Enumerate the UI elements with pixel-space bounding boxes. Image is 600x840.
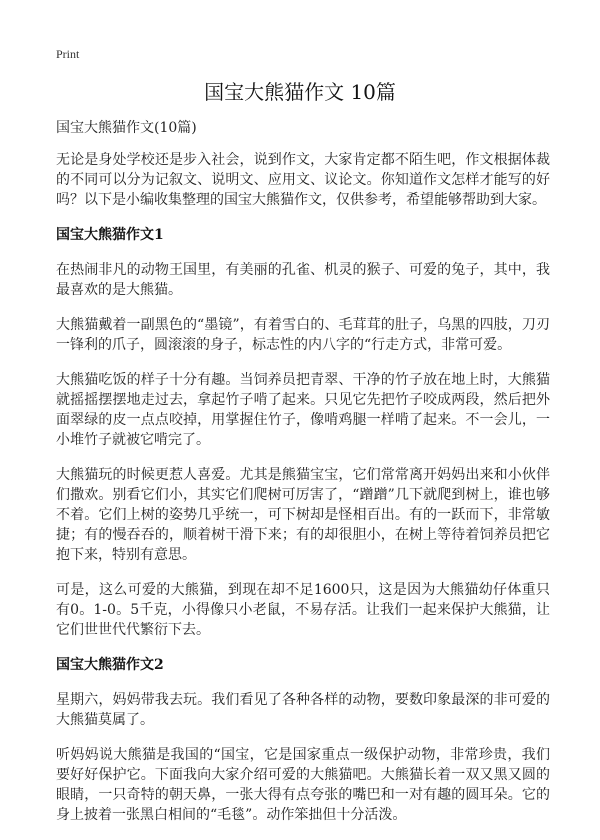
essay-section-1 (56, 225, 550, 640)
document-title: 国宝大熊猫作文 10篇 (204, 80, 396, 104)
section-heading: 国宝大熊猫作文2 (56, 657, 164, 673)
paragraph: 大熊猫吃饭的样子十分有趣。当饲养员把青翠、干净的竹子放在地上时，大熊猫就摇摇摆摆地走过去，拿起竹子啃了起来。只见它先把竹子咬成两段，然后把外面翠绿的皮一点点咬掉，用掌握住竹子，像啃鸡腿一样啃了起来。不一会儿，一小堆竹子就被它啃完了。 (56, 372, 550, 448)
paragraph: 大熊猫玩的时候更惹人喜爱。尤其是熊猫宝宝，它们常常离开妈妈出来和小伙伴们撒欢。别看它们小，其实它们爬树可厉害了，“蹭蹭”几下就爬到树上，谁也够不着。它们上树的姿势几乎统一，可下树却是怪相百出。有的一跃而下，非常敏捷；有的慢吞吞的，顺着树干滑下来；有的却很胆小，在树上等待着饲养员把它抱下来，特别有意思。 (56, 467, 550, 563)
paragraph: 星期六，妈妈带我去玩。我们看见了各种各样的动物，要数印象最深的非可爱的大熊猫莫属了。 (56, 692, 550, 728)
document-body (56, 118, 550, 840)
section-heading: 国宝大熊猫作文1 (56, 227, 164, 243)
paragraph: 大熊猫戴着一副黑色的“墨镜”，有着雪白的、毛茸茸的肚子，乌黑的四肢，刀刃一锋利的爪子，圆滚滚的身子，标志性的内八字的“行走方式，非常可爱。 (56, 317, 550, 353)
paragraph: 在热闹非凡的动物王国里，有美丽的孔雀、机灵的猴子、可爱的兔子，其中，我最喜欢的是大熊猫。 (56, 262, 550, 298)
print-label: Print (56, 47, 80, 61)
intro-paragraph: 无论是身处学校还是步入社会，说到作文，大家肯定都不陌生吧，作文根据体裁的不同可以分为记叙文、说明文、应用文、议论文。你知道作文怎样才能写的好吗？以下是小编收集整理的国宝大熊猫作文，仅供参考，希望能够帮助到大家。 (56, 152, 550, 208)
document-subtitle: 国宝大熊猫作文(10篇) (56, 120, 197, 136)
paragraph: 可是，这么可爱的大熊猫，到现在却不足1600只，这是因为大熊猫幼仔体重只有0。1-0。5千克，小得像只小老鼠，不易存活。让我们一起来保护大熊猫，让它们世世代代繁衍下去。 (56, 582, 550, 638)
essay-section-2 (56, 655, 550, 825)
paragraph: 听妈妈说大熊猫是我国的“国宝，它是国家重点一级保护动物，非常珍贵，我们要好好保护它。下面我向大家介绍可爱的大熊猫吧。大熊猫长着一双又黑又圆的眼睛，一只奇特的朝天鼻，一张大得有点夸张的嘴巴和一对有趣的圆耳朵。它的身上披着一张黑白相间的“毛毯”。动作笨拙但十分活泼。 (56, 747, 550, 823)
